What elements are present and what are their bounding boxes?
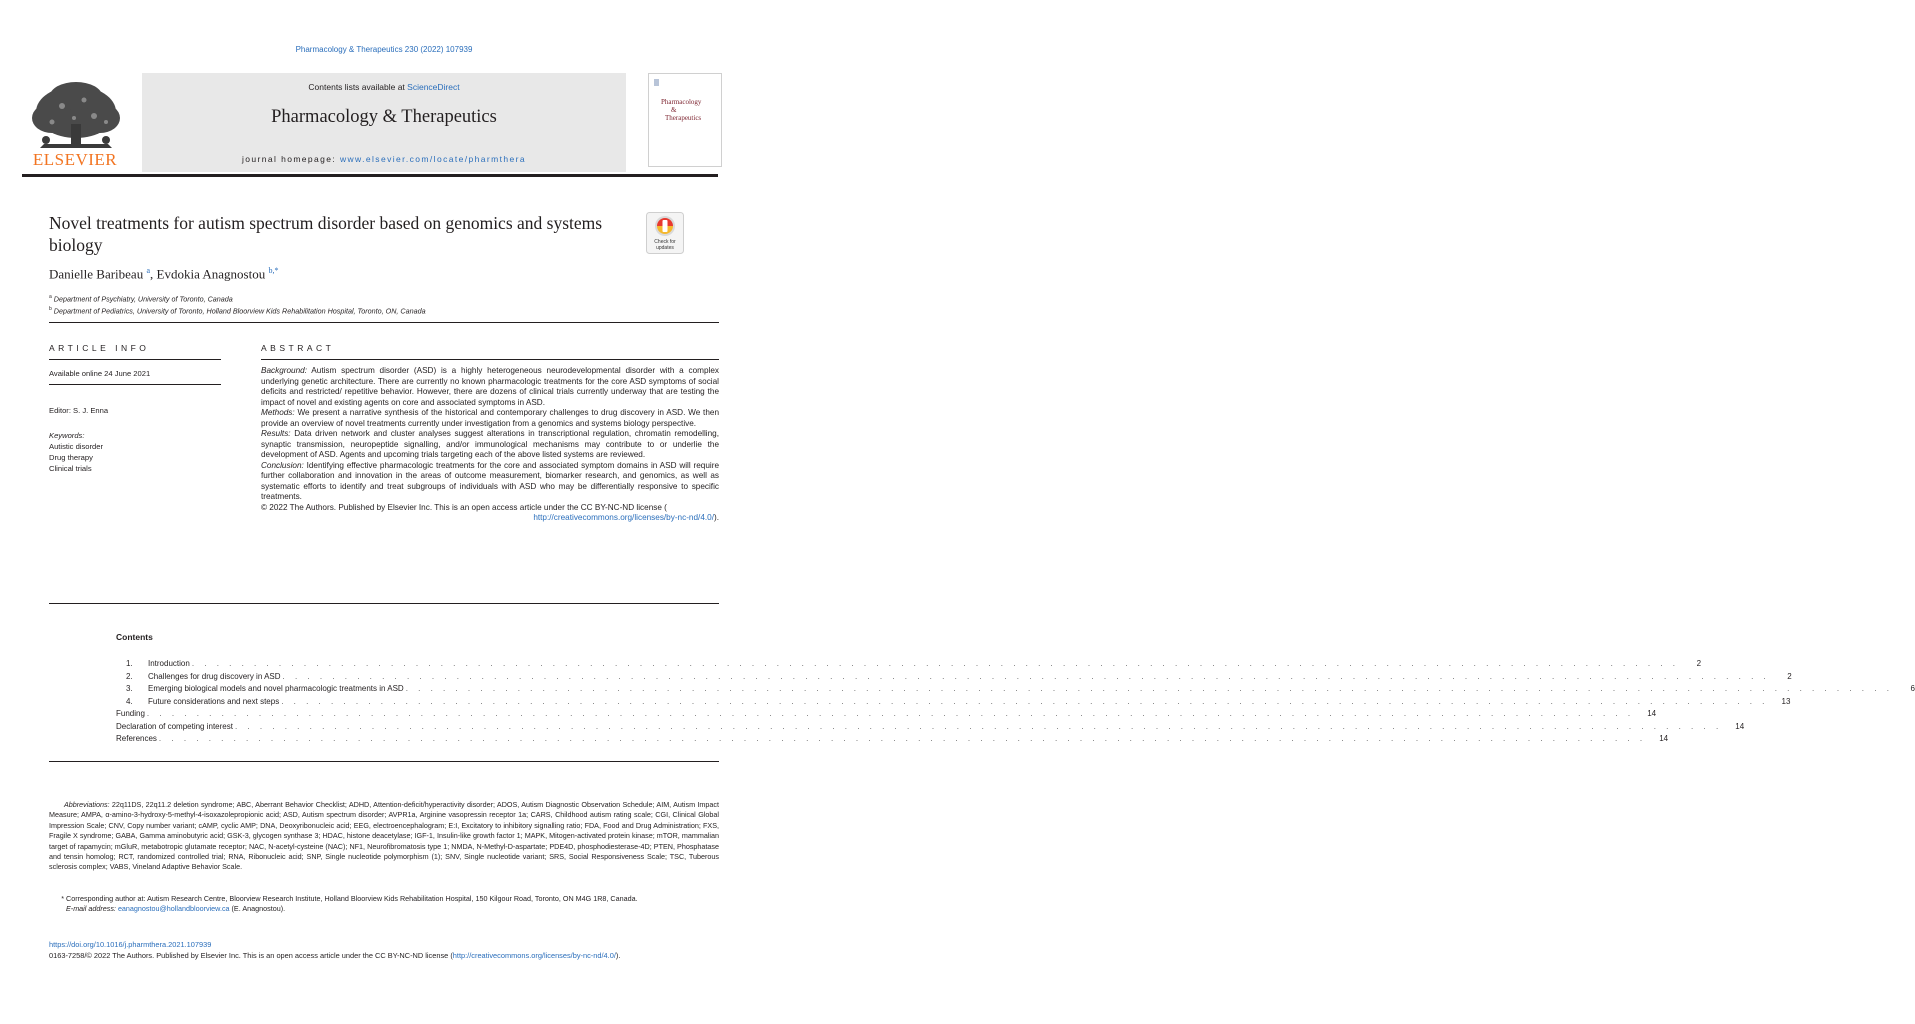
journal-cover-thumbnail[interactable] — [648, 73, 722, 167]
license-close: ). — [713, 513, 719, 522]
toc-entry[interactable] — [116, 659, 1702, 672]
toc-entry-title[interactable]: Introduction — [148, 659, 190, 668]
toc-entry-page: 2 — [1787, 671, 1792, 681]
journal-header — [142, 73, 626, 172]
abstract-copyright — [261, 503, 719, 524]
toc-entry-title[interactable]: References — [116, 734, 157, 743]
crossmark-label: updates — [656, 245, 674, 251]
section-divider — [49, 603, 719, 604]
toc-leader-dots: . . . . . . . . . . . . . . . . . . . . . . . . . . . . . . . . . . . . . . . . . . . . . . . . . . . . . . . . . . . . . . . . . . . . . . . . . . . . . . . . . . . . . . . . . . . . . . . . . . . . . . . . . . . . . . . . . . . . . . . . — [405, 684, 1893, 693]
email-label: E-mail address: — [66, 904, 116, 914]
toc-entry-number: 3. — [126, 684, 133, 693]
toc-entry[interactable] — [116, 696, 1791, 710]
affiliation-item — [49, 304, 426, 316]
toc-entry-title[interactable]: Emerging biological models and novel pharmacologic treatments in ASD — [148, 684, 404, 693]
keyword-item: Autistic disorder — [49, 442, 104, 451]
keyword-item: Drug therapy — [49, 453, 93, 462]
copyright-text: © 2022 The Authors. Published by Elsevier Inc. This is an open access article under the CC BY-NC-ND license ( — [261, 502, 667, 512]
toc-entry-number: 1. — [126, 659, 133, 668]
abstract-section-text: Data driven network and cluster analyses suggest alterations in transcriptional regulation, chromatin remodelling, synaptic transmission, neuropeptide signalling, and/or immunological mechanisms may contribute to or underlie the development of ASD. Agents and upcoming trials targeting each of the above listed systems are reviewed. — [261, 429, 719, 459]
abstract-paragraph — [261, 461, 719, 503]
affiliation-marker: a — [49, 294, 52, 300]
license-link[interactable]: http://creativecommons.org/licenses/by-nc-nd/4.0/ — [533, 513, 714, 522]
footer-license-link[interactable]: http://creativecommons.org/licenses/by-nc-nd/4.0/ — [452, 951, 616, 960]
toc-leader-dots: . . . . . . . . . . . . . . . . . . . . . . . . . . . . . . . . . . . . . . . . . . . . . . . . . . . . . . . . . . . . . . . . . . . . . . . . . . . . . . . . . . . . . . . . . . . . . . . . . . . . . . . . . . . . . . . . . . . . . . . . — [146, 709, 1635, 718]
corresponding-author-line — [49, 894, 719, 904]
homepage-label: journal homepage: — [241, 154, 340, 164]
editor-line: Editor: S. J. Enna — [49, 406, 109, 415]
cover-title-line: & — [671, 106, 677, 114]
affiliation-marker: b — [49, 306, 52, 313]
cover-title-line: Pharmacology — [661, 98, 702, 106]
abstract-section-label: Methods: — [261, 408, 295, 417]
toc-entry-title[interactable]: Declaration of competing interest — [116, 721, 233, 731]
abbreviations-text: 22q11DS, 22q11.2 deletion syndrome; ABC, Aberrant Behavior Checklist; ADHD, Attention-deficit/hyperactivity disorder; ADOS, Autism Diagnostic Observation Schedule; AIM, Autism Impact Measure; AMPA, α-amino-3-hydroxy-5-methyl-4-isoxazolepropionic acid; ASD, Autism spectrum disorder; AVPR1a, Arginine vasopressin receptor 1a; CARS, Childhood autism rating scale; CGI, Clinical Global Impression Scale; CNV, Copy number variant; cAMP, cyclic AMP; DNA, Deoxyribonucleic acid; EEG, electroencephalogram; E:I, Excitatory to inhibitory signalling ratio; FDA, Food and Drug Administration; FXS, Fragile X syndrome; GABA, Gamma aminobutyric acid; GSK-3, glycogen synthase 3; HDAC, histone deacetylase; IGF-1, Insulin-like growth factor 1; MAPK, Mitogen-activated protein kinase; mTOR, mammalian target of rapamycin; mGluR, metabotropic glutamate receptor; NAC, N-acetyl-cysteine (NAC); NF1, Neurofibromatosis type 1; NMDA, N-Methyl-D-aspartate; PDE4D, phosphodiesterase-4D; PTEN, Phosphatase and tensin homolog; RCT, randomized controlled trial; RNA, Ribonucleic acid; SNP, Single nucleotide polymorphism (1); SNV, Single nucleotide variant; SRS, Social Responsiveness Scale; TSC, Tuberous sclerosis complex; VABS, Vineland Adaptive Behavior Scale. — [49, 800, 719, 872]
toc-leader-dots: . . . . . . . . . . . . . . . . . . . . . . . . . . . . . . . . . . . . . . . . . . . . . . . . . . . . . . . . . . . . . . . . . . . . . . . . . . . . . . . . . . . . . . . . . . . . . . . . . . . . . . . . . . . . . . . . . . . . . . . . — [158, 734, 1647, 743]
toc-leader-dots: . . . . . . . . . . . . . . . . . . . . . . . . . . . . . . . . . . . . . . . . . . . . . . . . . . . . . . . . . . . . . . . . . . . . . . . . . . . . . . . . . . . . . . . . . . . . . . . . . . . . . . . . . . . . . . . . . . . . . . . . — [282, 671, 1770, 681]
email-suffix: (E. Anagnostou). — [229, 904, 286, 914]
abstract-section-label: Conclusion: — [261, 460, 304, 470]
toc-entry-page: 13 — [1781, 696, 1791, 706]
contents-available-line — [142, 82, 626, 92]
check-for-updates-badge[interactable] — [646, 212, 684, 254]
toc-entry-page: 14 — [1647, 709, 1657, 718]
keywords-label: Keywords: — [49, 431, 85, 440]
toc-entry-number: 4. — [126, 696, 133, 706]
article-info-divider — [49, 384, 221, 385]
corresponding-text: Corresponding author at: Autism Research Centre, Bloorview Research Institute, Holland Bloorview Kids Rehabilitation Hospital, 150 Kilgour Road, Toronto, ON M4G 1R8, Canada. — [66, 894, 638, 903]
abbreviations-footnote — [49, 800, 719, 873]
journal-citation-link[interactable]: Pharmacology & Therapeutics 230 (2022) 107939 — [295, 45, 473, 54]
cover-emblem-icon — [654, 79, 659, 86]
affiliations — [49, 292, 426, 317]
abstract-section-text: Identifying effective pharmacologic treatments for the core and associated symptom domains in ASD will require further collaboration and innovation in the areas of outcome measurement, biomarker research, and genomics, as well as systematic efforts to identify and treat subgroups of individuals with ASD who may be differentially responsive to specific treatments. — [261, 460, 719, 501]
toc-entry-page: 14 — [1735, 721, 1745, 731]
affiliation-text: Department of Pediatrics, University of Toronto, Holland Bloorview Kids Rehabilitation Hospital, Toronto, ON, Canada — [53, 306, 426, 316]
journal-homepage-link[interactable]: www.elsevier.com/locate/pharmthera — [339, 154, 526, 164]
journal-title: Pharmacology & Therapeutics — [271, 107, 497, 127]
toc-entry[interactable] — [116, 709, 1657, 722]
toc-leader-dots: . . . . . . . . . . . . . . . . . . . . . . . . . . . . . . . . . . . . . . . . . . . . . . . . . . . . . . . . . . . . . . . . . . . . . . . . . . . . . . . . . . . . . . . . . . . . . . . . . . . . . . . . . . . . . . . . . . . . . . . . — [191, 659, 1680, 668]
abstract-heading: ABSTRACT — [261, 343, 335, 353]
section-divider — [49, 322, 719, 323]
author-name: Danielle Baribeau — [49, 266, 144, 282]
toc-entry-page: 14 — [1659, 734, 1669, 743]
abstract-section-text: We present a narrative synthesis of the historical and contemporary challenges to drug discovery in ASD. We then provide an overview of novel treatments currently under investigation from a genomics and systems biology perspective. — [261, 408, 719, 428]
abstract-paragraph — [261, 429, 719, 461]
email-line — [49, 904, 719, 914]
sciencedirect-link[interactable]: ScienceDirect — [407, 82, 460, 92]
toc-leader-dots: . . . . . . . . . . . . . . . . . . . . . . . . . . . . . . . . . . . . . . . . . . . . . . . . . . . . . . . . . . . . . . . . . . . . . . . . . . . . . . . . . . . . . . . . . . . . . . . . . . . . . . . . . . . . . . . . . . . . . . . . — [281, 696, 1769, 706]
toc-entry-page: 2 — [1696, 659, 1702, 668]
abbreviations-label: Abbreviations: — [64, 800, 110, 809]
issn-text: 0163-7258/© 2022 The Authors. Published by Elsevier Inc. This is an open access article under the CC BY-NC-ND license ( — [49, 951, 453, 960]
keyword-item: Clinical trials — [49, 464, 92, 473]
toc-entry[interactable] — [116, 721, 1745, 735]
table-of-contents — [116, 659, 1915, 747]
toc-entry-number: 2. — [126, 671, 133, 681]
abstract-paragraph — [261, 408, 719, 429]
toc-entry[interactable] — [116, 734, 1669, 747]
toc-entry-title[interactable]: Funding — [116, 709, 145, 718]
header-divider — [22, 174, 718, 177]
author-email-link[interactable]: eanagnostou@hollandbloorview.ca — [117, 904, 230, 914]
corresponding-star: * — [61, 894, 64, 903]
article-title: Novel treatments for autism spectrum disorder based on genomics and systems biology — [49, 213, 603, 255]
doi-link[interactable]: https://doi.org/10.1016/j.pharmthera.2021.107939 — [49, 940, 212, 949]
cover-title-line: Therapeutics — [665, 114, 702, 122]
abstract-divider — [261, 359, 719, 360]
elsevier-wordmark: ELSEVIER — [32, 150, 118, 169]
article-info-heading: ARTICLE INFO — [49, 343, 150, 353]
author-list — [49, 266, 278, 282]
journal-homepage-line — [142, 154, 626, 164]
abstract-body — [261, 366, 719, 524]
available-online-date: Available online 24 June 2021 — [49, 369, 151, 378]
toc-entry-page: 6 — [1910, 684, 1915, 693]
abstract-section-label: Results: — [261, 429, 291, 438]
abstract-paragraph — [261, 366, 719, 408]
contents-available-text: Contents lists available at — [308, 82, 408, 92]
section-divider — [49, 761, 719, 762]
toc-entry-title[interactable]: Challenges for drug discovery in ASD — [148, 671, 281, 681]
crossmark-label: Check for — [654, 239, 676, 245]
affiliation-text: Department of Psychiatry, University of Toronto, Canada — [53, 294, 233, 304]
author-affiliation-link[interactable]: a — [146, 266, 151, 275]
cover-title — [661, 98, 701, 122]
contents-heading: Contents — [116, 632, 153, 642]
article-info-divider — [49, 359, 221, 360]
abstract-section-label: Background: — [261, 366, 307, 375]
toc-leader-dots: . . . . . . . . . . . . . . . . . . . . . . . . . . . . . . . . . . . . . . . . . . . . . . . . . . . . . . . . . . . . . . . . . . . . . . . . . . . . . . . . . . . . . . . . . . . . . . . . . . . . . . . . . . . . . . . . . . . . . . . . — [234, 721, 1723, 731]
corresponding-author-footnote — [49, 894, 719, 915]
license-link-line — [261, 513, 719, 524]
keywords-block — [49, 430, 103, 474]
issn-copyright-line — [49, 951, 620, 960]
abstract-section-text: Autism spectrum disorder (ASD) is a highly heterogeneous neurodevelopmental disorder with a complex underlying genetic architecture. There are currently no known pharmacologic treatments for the core ASD symptoms of social deficits and restricted/ repetitive behavior. However, there are dozens of clinical trials currently underway that are testing the impact of novel and existing agents on core and associated symptoms in ASD. — [261, 366, 719, 407]
author-separator: , — [150, 266, 157, 282]
toc-entry[interactable] — [116, 671, 1792, 685]
toc-entry[interactable] — [116, 684, 1915, 697]
author-affiliation-link[interactable]: b,* — [268, 266, 279, 275]
affiliation-item — [49, 292, 426, 304]
author-name: Evdokia Anagnostou — [156, 266, 266, 282]
toc-entry-title[interactable]: Future considerations and next steps — [148, 696, 280, 706]
issn-suffix: ). — [615, 951, 621, 960]
